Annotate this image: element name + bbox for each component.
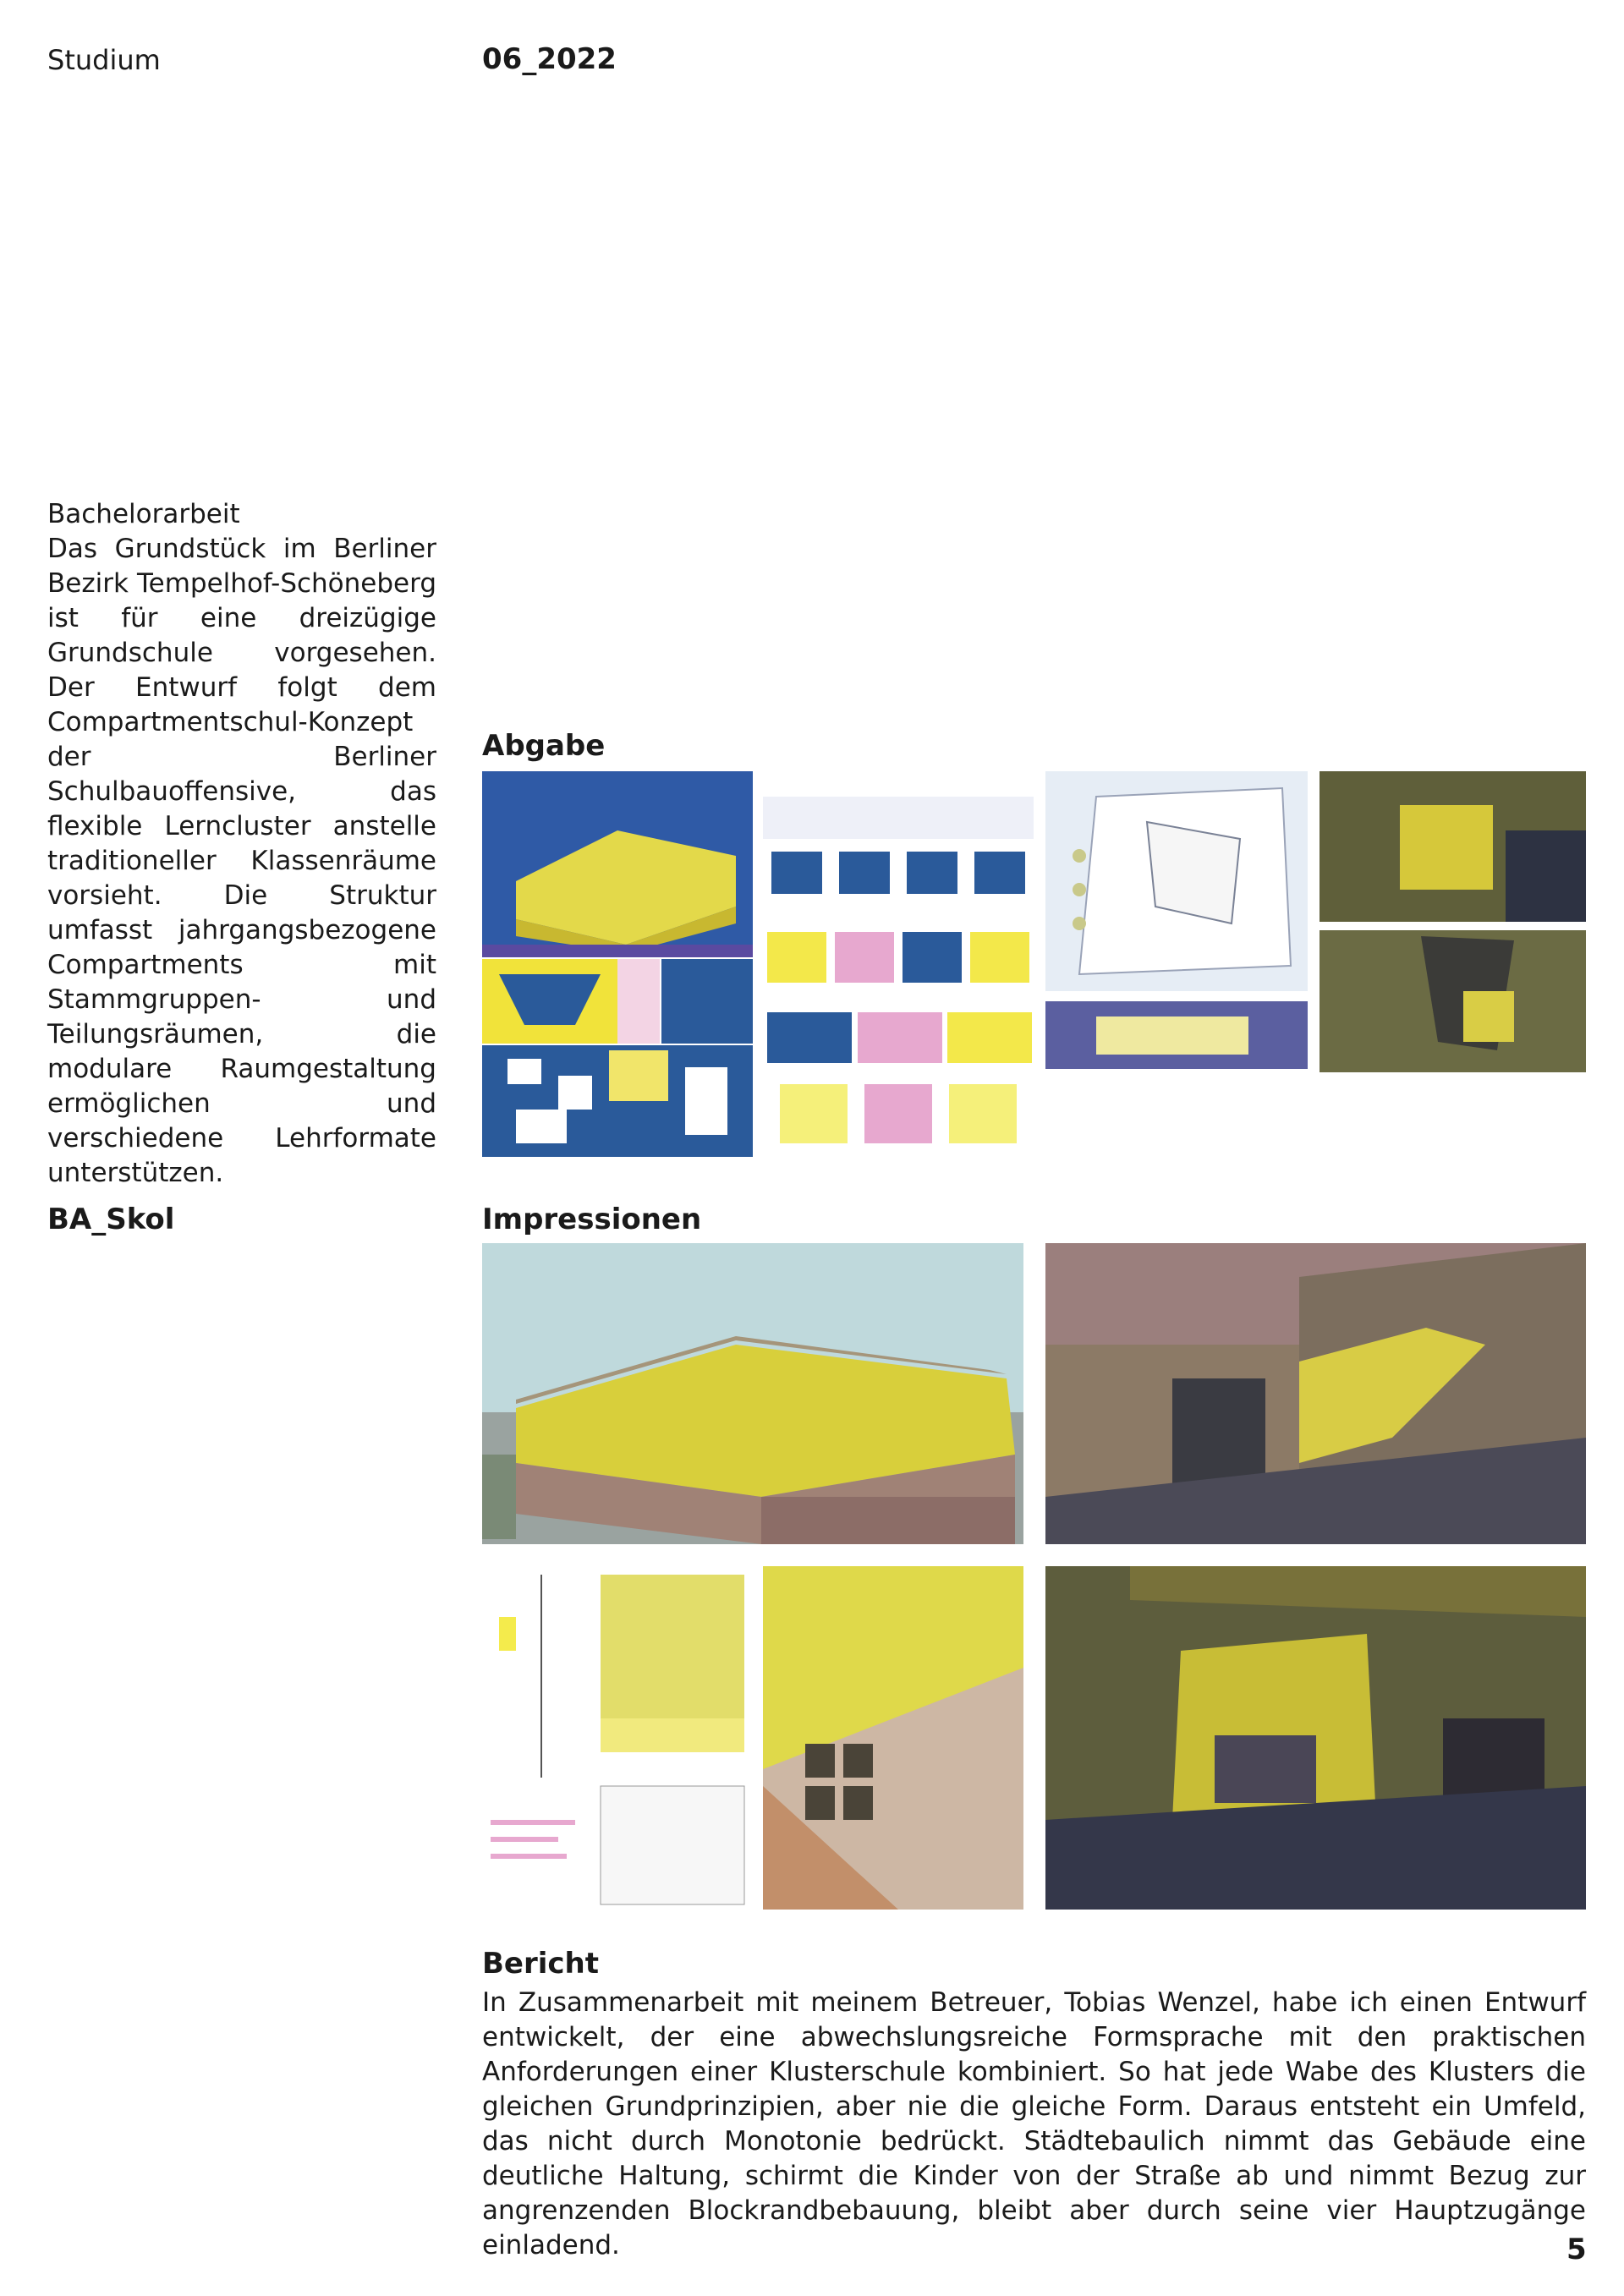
header-date: 06_2022 (482, 42, 617, 76)
section-title-bericht: Bericht (482, 1947, 600, 1981)
section-title-abgabe: Abgabe (482, 729, 606, 763)
abgabe-panel-2 (763, 771, 1034, 1157)
bericht-text: In Zusammenarbeit mit meinem Betreuer, Tobias Wenzel, habe ich einen Entwurf entwickelt, der eine abwechslungsreiche Formsprache mit den praktischen Anforderungen einer Klusterschule kombiniert. So hat jede Wabe des Klusters die gleichen Grundprinzipien, aber nie die gleiche Form. Daraus entsteht ein Umfeld, das nicht durch Monotonie bedrückt. Städtebaulich nimmt das Gebäude eine deutliche Haltung, schirmt die Kinder von der Straße ab und nimmt Bezug zur angrenzenden Blockrandbebauung, bleibt aber durch seine vier Hauptzugänge einladend. (482, 1987, 1586, 2260)
intro-text: Das Grundstück im Berliner Bezirk Tempelhof-Schöneberg ist für eine dreizügige Grundschule vorgesehen. Der Entwurf folgt dem Compartmentschul-Konzept der Berliner Schulbauoffensive, das flexible Lerncluster anstelle traditioneller Klassenräume vorsieht. Die Struktur umfasst jahrgangsbezogene Compartments mit Stammgruppen- und Teilungsräumen, die modulare Raumgestaltung ermöglichen und verschiedene Lehrformate unterstützen. (47, 534, 436, 1188)
page-number: 5 (1566, 2233, 1587, 2266)
header-category: Studium (47, 44, 161, 76)
abgabe-panel-1 (482, 771, 753, 1157)
impression-stair (1045, 1243, 1586, 1544)
section-title-impressionen: Impressionen (482, 1203, 702, 1236)
impression-interior (1045, 1566, 1586, 1910)
abgabe-panel-3 (1045, 771, 1308, 1157)
abgabe-panel-4 (1320, 771, 1586, 1157)
intro-title: Bachelorarbeit (47, 499, 240, 529)
impression-exterior (482, 1243, 1023, 1544)
intro-block (47, 497, 436, 1191)
project-name: BA_Skol (47, 1203, 175, 1236)
impression-section-drawing (482, 1566, 753, 1910)
impression-facade-detail (763, 1566, 1023, 1910)
